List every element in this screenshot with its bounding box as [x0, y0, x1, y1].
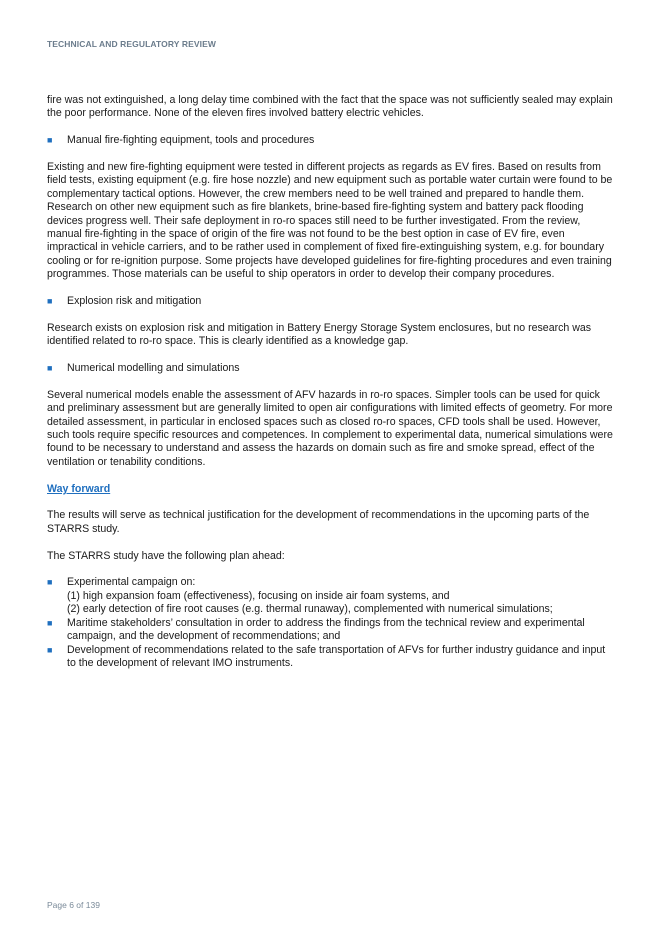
plan-line: Experimental campaign on: — [67, 576, 196, 589]
paragraph-modelling: Several numerical models enable the assessment of AFV hazards in ro-ro spaces. Simpler tools can be used for quick and preliminary assessment but are generally limited to open air configurations with limited effects of geometry. For more detailed assessment, in particular in enclosed spaces such as closed ro-ro spaces, CFD tools shall be used. However, such tools require specific resources and competences. In complement to experimental data, numerical simulations were found to be necessary to understand and assess the hazards on domain such as fire and smoke spread, effect of the ventilation or tenability conditions. — [47, 388, 613, 468]
paragraph-results: The results will serve as technical justification for the development of recommendations in the upcoming parts of the STARRS study. — [47, 509, 590, 535]
paragraph-firefighting: Existing and new fire-fighting equipment were tested in different projects as regards as EV fires. Based on results from field tests, existing equipment (e.g. fire hose nozzle) and new equipment such as portable water curtain were found to be complementary tactical options. However, the crew members need to be well trained and prepared to handle them. Research on other new equipment such as fire blankets, brine-based fire-fighting system and battery pack flooding devices progress well. Their safe deployment in ro-ro spaces still need to be further investigated. From the review, manual fire-fighting in the space of origin of the fire was not found to be the best option in case of EV fire, even impractical in vehicle carriers, and to be rather used in complement of fixed fire-extinguishing system, e.g. for boundary cooling or for re-ignition purpose. Some projects have developed guidelines for fire-fighting procedures and even training programmes. Those materials can be useful to ship operators in order to develop their company procedures. — [47, 161, 613, 281]
running-header: TECHNICAL AND REGULATORY REVIEW — [47, 39, 217, 49]
bullet-text: Numerical modelling and simulations — [67, 362, 240, 375]
way-forward-link[interactable]: Way forward — [47, 482, 111, 495]
plan-line: (2) early detection of fire root causes (e.g. thermal runaway), complemented with numerical simulations; — [67, 603, 553, 616]
section-bullet-manual-firefighting — [47, 134, 613, 147]
paragraph-plan-intro: The STARRS study have the following plan ahead: — [47, 549, 285, 562]
bullet-text: Maritime stakeholders’ consultation in order to address the findings from the technical review and experimental campaign, and the development of recommendations; and — [67, 616, 585, 643]
bullet-text: Manual fire-fighting equipment, tools and procedures — [67, 134, 315, 147]
square-bullet-icon: ■ — [47, 135, 53, 146]
square-bullet-icon: ■ — [47, 577, 53, 588]
square-bullet-icon: ■ — [47, 363, 53, 374]
square-bullet-icon: ■ — [47, 617, 53, 628]
square-bullet-icon: ■ — [47, 644, 53, 655]
plan-item-experimental — [47, 576, 613, 616]
paragraph-intro: fire was not extinguished, a long delay time combined with the fact that the space was not sufficiently sealed may explain the poor performance. None of the eleven fires involved battery electric vehicles. — [47, 94, 613, 120]
section-bullet-explosion — [47, 295, 613, 308]
plan-item-consultation — [47, 617, 613, 644]
section-bullet-modelling — [47, 362, 613, 375]
bullet-text: Development of recommendations related to the safe transportation of AFVs for further industry guidance and input to the development of relevant IMO instruments. — [67, 643, 606, 669]
bullet-text — [67, 576, 613, 616]
page-body — [47, 94, 613, 684]
paragraph-explosion: Research exists on explosion risk and mitigation in Battery Energy Storage System enclosures, but no research was identified related to ro-ro space. This is clearly identified as a knowledge gap. — [47, 321, 592, 348]
bullet-text: Explosion risk and mitigation — [67, 295, 202, 308]
plan-item-recommendations — [47, 644, 613, 671]
plan-line: (1) high expansion foam (effectiveness), focusing on inside air foam systems, and — [67, 589, 450, 602]
square-bullet-icon: ■ — [47, 296, 53, 307]
page-number: Page 6 of 139 — [47, 900, 100, 910]
